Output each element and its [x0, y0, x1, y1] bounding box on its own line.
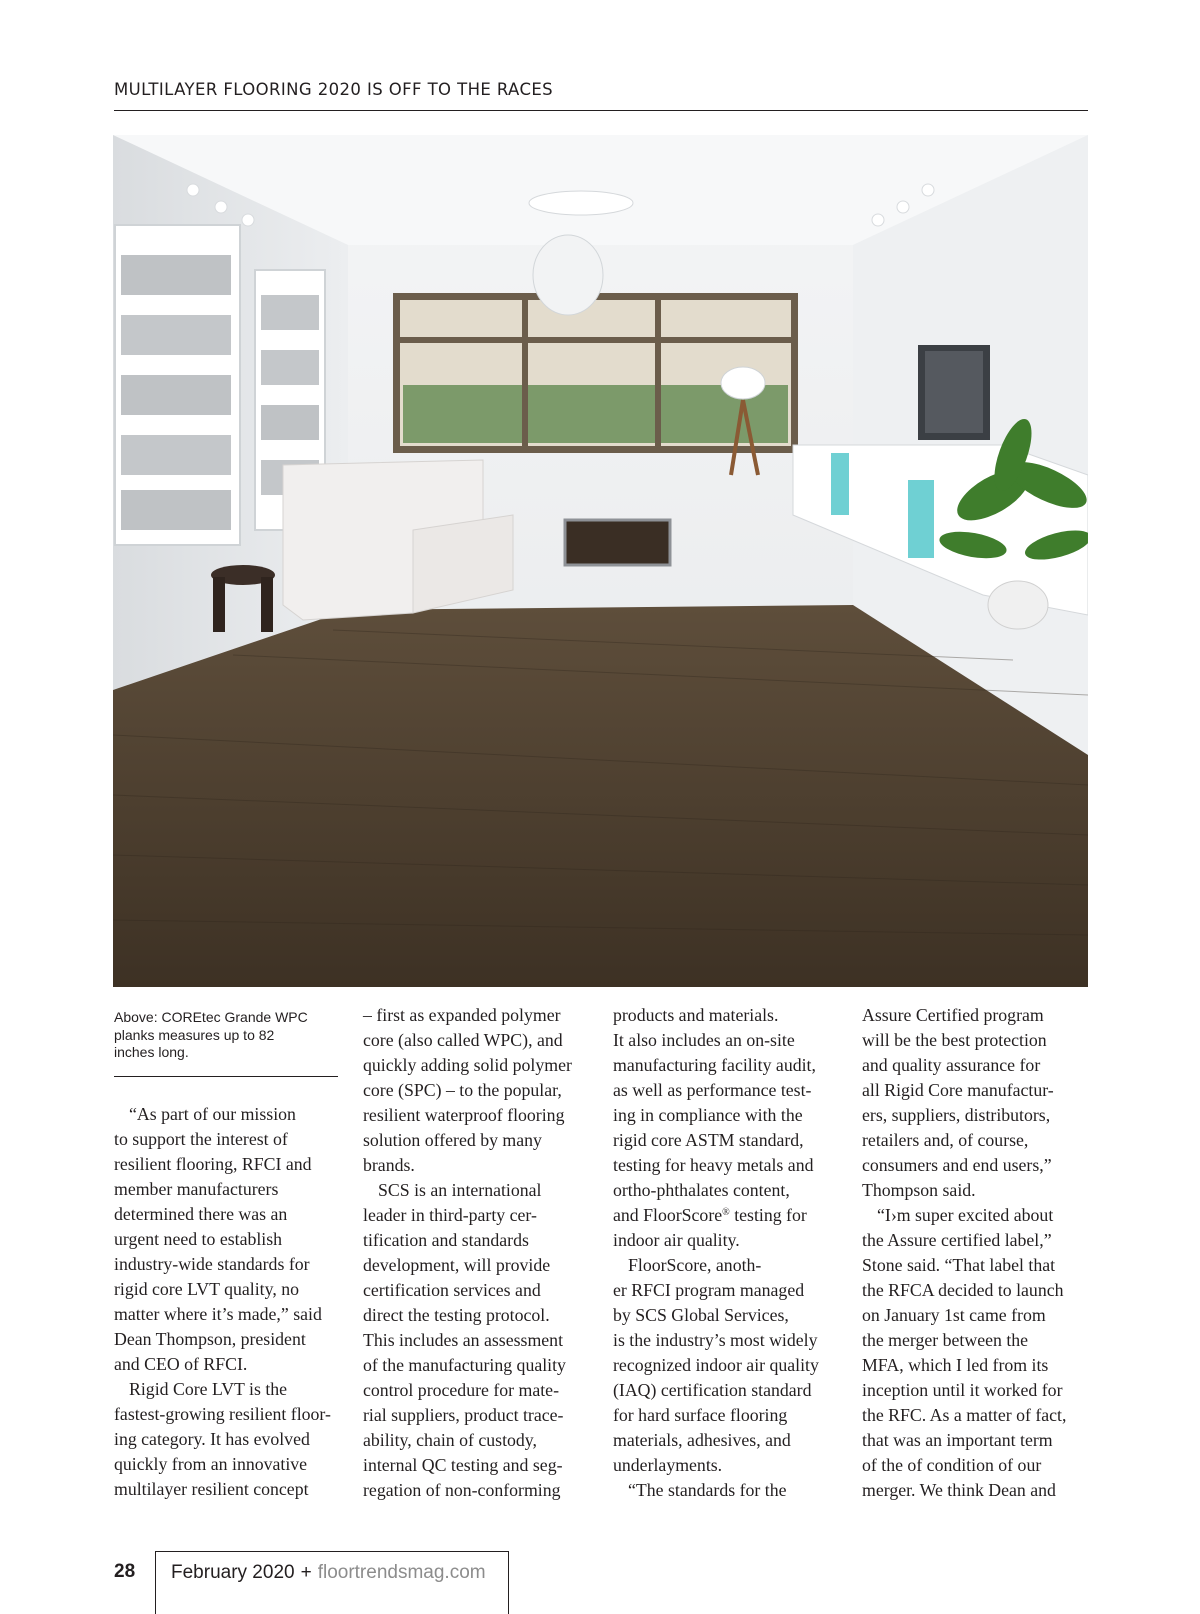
- text-line: on January 1st came from: [862, 1305, 1046, 1325]
- text-line: direct the testing protocol.: [363, 1305, 550, 1325]
- text-line: merger. We think Dean and: [862, 1480, 1056, 1500]
- text-line: Stone said. “That label that: [862, 1255, 1056, 1275]
- text-line-floorscore: [613, 1203, 839, 1228]
- text-line: development, will provide: [363, 1255, 551, 1275]
- text-line: recognized indoor air quality: [613, 1355, 819, 1375]
- text-line: ing category. It has evolved: [114, 1429, 310, 1449]
- text-line: ing in compliance with the: [613, 1105, 803, 1125]
- website-link[interactable]: floortrendsmag.com: [317, 1562, 486, 1583]
- text-line: manufacturing facility audit,: [613, 1055, 816, 1075]
- text-line: rial suppliers, product trace-: [363, 1405, 564, 1425]
- folio: [171, 1562, 486, 1584]
- text-line: the RFCA decided to launch: [862, 1280, 1064, 1300]
- text-line: for hard surface flooring: [613, 1405, 788, 1425]
- living-room-wood-floor-photo: [113, 135, 1088, 987]
- text-line: internal QC testing and seg-: [363, 1455, 563, 1475]
- text-line: multilayer resilient concept: [114, 1479, 309, 1499]
- text-line: of the manufacturing quality: [363, 1355, 566, 1375]
- text-line: (IAQ) certification standard: [613, 1380, 812, 1400]
- text-line: consumers and end users,”: [862, 1155, 1052, 1175]
- text-line: underlayments.: [613, 1455, 723, 1475]
- text-line: MFA, which I led from its: [862, 1355, 1049, 1375]
- text-line: ortho-phthalates content,: [613, 1180, 790, 1200]
- text-line: resilient flooring, RFCI and: [114, 1154, 312, 1174]
- article-column-3: [613, 1003, 839, 1503]
- text-line: by SCS Global Services,: [613, 1305, 789, 1325]
- text-line: ers, suppliers, distributors,: [862, 1105, 1051, 1125]
- text-line: FloorScore, anoth-: [628, 1255, 762, 1275]
- text-line: testing for heavy metals and: [613, 1155, 814, 1175]
- article-column-4: [862, 1003, 1088, 1503]
- text-line: Dean Thompson, president: [114, 1329, 306, 1349]
- text-line: indoor air quality.: [613, 1230, 740, 1250]
- text-line: ability, chain of custody,: [363, 1430, 537, 1450]
- photo-caption: [114, 1009, 336, 1062]
- text-line: as well as performance test-: [613, 1080, 812, 1100]
- text-line: control procedure for mate-: [363, 1380, 559, 1400]
- text-line: retailers and, of course,: [862, 1130, 1029, 1150]
- text-line: “The standards for the: [628, 1480, 787, 1500]
- text-line: quickly adding solid polymer: [363, 1055, 572, 1075]
- text-line: – first as expanded polymer: [363, 1005, 561, 1025]
- text-line: fastest-growing resilient floor-: [114, 1404, 331, 1424]
- text-line: inception until it worked for: [862, 1380, 1063, 1400]
- text-line: certification services and: [363, 1280, 541, 1300]
- text-line: “As part of our mission: [129, 1104, 296, 1124]
- caption-line: planks measures up to 82: [114, 1026, 275, 1043]
- text-line: the merger between the: [862, 1330, 1029, 1350]
- text-line: and CEO of RFCI.: [114, 1354, 248, 1374]
- text-line: urgent need to establish: [114, 1229, 283, 1249]
- text-line: Thompson said.: [862, 1180, 976, 1200]
- folio-separator: +: [300, 1562, 312, 1583]
- text-line: industry-wide standards for: [114, 1254, 310, 1274]
- article-column-2: [363, 1003, 589, 1503]
- text-line: er RFCI program managed: [613, 1280, 805, 1300]
- text-line: to support the interest of: [114, 1129, 288, 1149]
- text-line: is the industry’s most widely: [613, 1330, 818, 1350]
- text-line: solution offered by many: [363, 1130, 542, 1150]
- text-line: resilient waterproof flooring: [363, 1105, 565, 1125]
- text-line: core (SPC) – to the popular,: [363, 1080, 562, 1100]
- text-segment: and FloorScore: [613, 1205, 723, 1225]
- header-rule: [114, 110, 1088, 111]
- text-segment: testing for: [729, 1205, 807, 1225]
- text-line: regation of non-conforming: [363, 1480, 561, 1500]
- text-line: rigid core ASTM standard,: [613, 1130, 804, 1150]
- text-line: brands.: [363, 1155, 415, 1175]
- article-column-1: [114, 1102, 340, 1502]
- text-line: Assure Certified program: [862, 1005, 1044, 1025]
- text-line: It also includes an on-site: [613, 1030, 795, 1050]
- text-line: This includes an assessment: [363, 1330, 564, 1350]
- text-line: core (also called WPC), and: [363, 1030, 563, 1050]
- text-line: SCS is an international: [378, 1180, 542, 1200]
- caption-rule: [114, 1076, 338, 1077]
- text-line: leader in third-party cer-: [363, 1205, 537, 1225]
- text-line: all Rigid Core manufactur-: [862, 1080, 1054, 1100]
- text-line: the Assure certified label,”: [862, 1230, 1052, 1250]
- text-line: “I›m super excited about: [877, 1205, 1054, 1225]
- text-line: Rigid Core LVT is the: [129, 1379, 288, 1399]
- text-line: rigid core LVT quality, no: [114, 1279, 300, 1299]
- text-line: materials, adhesives, and: [613, 1430, 791, 1450]
- text-line: the RFC. As a matter of fact,: [862, 1405, 1067, 1425]
- text-line: that was an important term: [862, 1430, 1053, 1450]
- running-header-title: MULTILAYER FLOORING 2020 IS OFF TO THE RACES: [114, 80, 554, 99]
- text-line: tification and standards: [363, 1230, 529, 1250]
- text-line: member manufacturers: [114, 1179, 279, 1199]
- text-line: and quality assurance for: [862, 1055, 1041, 1075]
- text-line: matter where it’s made,” said: [114, 1304, 322, 1324]
- text-line: quickly from an innovative: [114, 1454, 308, 1474]
- caption-line: Above: COREtec Grande WPC: [114, 1009, 308, 1025]
- registered-mark: ®: [722, 1207, 730, 1218]
- text-line: products and materials.: [613, 1005, 779, 1025]
- issue-date: February 2020: [171, 1562, 295, 1583]
- caption-line: inches long.: [114, 1044, 189, 1060]
- text-line: will be the best protection: [862, 1030, 1047, 1050]
- page-number: 28: [114, 1561, 136, 1582]
- text-line: of the of condition of our: [862, 1455, 1042, 1475]
- text-line: determined there was an: [114, 1204, 288, 1224]
